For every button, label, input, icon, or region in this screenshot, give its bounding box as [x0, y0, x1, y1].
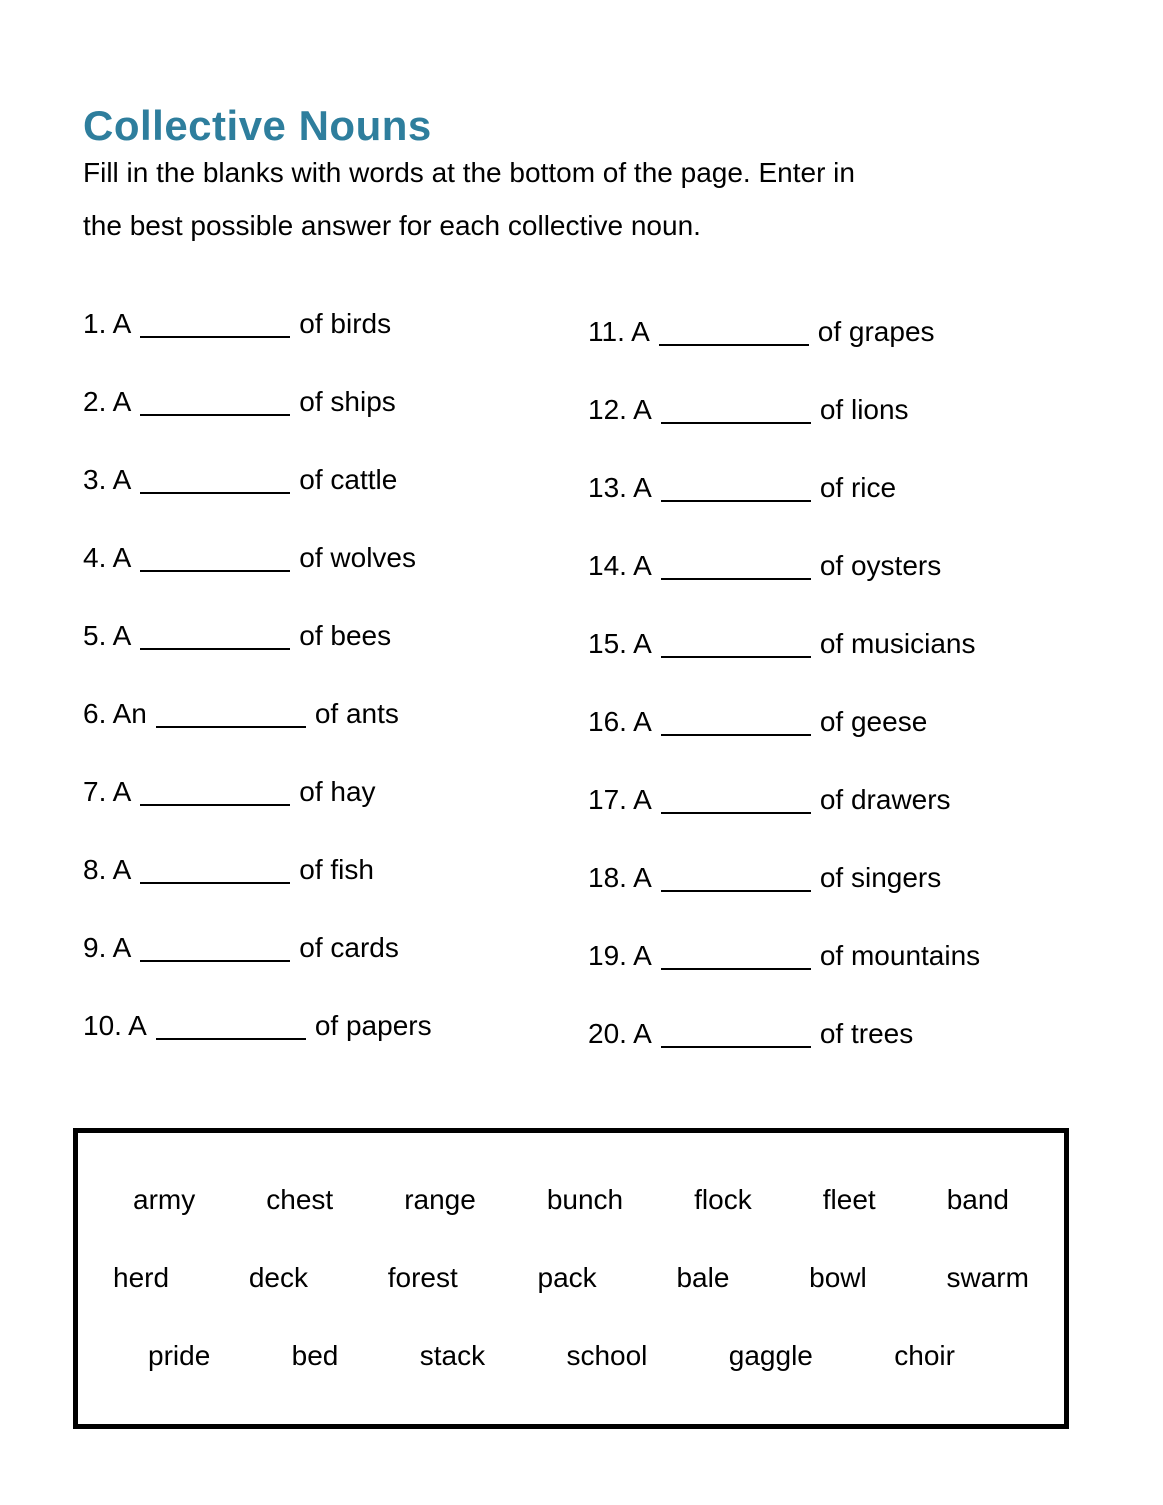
question-prefix: 8. A	[83, 854, 132, 885]
answer-blank	[661, 474, 811, 502]
question-suffix: of cards	[299, 932, 399, 963]
word-bank-word: school	[566, 1340, 648, 1371]
question-item	[83, 461, 583, 495]
page-title: Collective Nouns	[83, 102, 432, 150]
question-prefix: 9. A	[83, 932, 132, 963]
question-prefix: 14. A	[588, 550, 652, 581]
question-suffix: of wolves	[299, 542, 416, 573]
word-bank-word: fleet	[822, 1184, 876, 1215]
question-suffix: of rice	[819, 472, 897, 503]
question-suffix: of geese	[819, 706, 928, 737]
word-bank-word: stack	[419, 1340, 486, 1371]
question-prefix: 6. An	[83, 698, 147, 729]
instructions-line-2: the best possible answer for each collective noun.	[83, 210, 701, 241]
answer-blank	[140, 622, 290, 650]
word-bank-word: flock	[694, 1184, 752, 1215]
question-prefix: 16. A	[588, 706, 652, 737]
question-item	[588, 1015, 1128, 1049]
word-bank-word: deck	[248, 1262, 308, 1293]
question-suffix: of musicians	[819, 628, 976, 659]
questions-column-right	[588, 313, 1128, 1093]
word-bank-box	[73, 1128, 1069, 1429]
question-suffix: of mountains	[819, 940, 981, 971]
question-prefix: 15. A	[588, 628, 652, 659]
word-bank-word: pride	[148, 1340, 211, 1371]
answer-blank	[659, 318, 809, 346]
question-suffix: of ants	[314, 698, 399, 729]
question-prefix: 2. A	[83, 386, 132, 417]
question-item	[588, 313, 1128, 347]
word-bank-word: army	[133, 1184, 196, 1215]
word-bank-word: choir	[894, 1340, 955, 1371]
question-prefix: 10. A	[83, 1010, 147, 1041]
question-item	[588, 937, 1128, 971]
instructions-line-1: Fill in the blanks with words at the bottom of the page. Enter in	[83, 157, 855, 188]
question-prefix: 4. A	[83, 542, 132, 573]
question-item	[83, 695, 583, 729]
question-item	[588, 859, 1128, 893]
answer-blank	[661, 786, 811, 814]
question-item	[83, 773, 583, 807]
word-bank-row	[78, 1317, 1064, 1395]
question-prefix: 18. A	[588, 862, 652, 893]
word-bank-word: swarm	[946, 1262, 1029, 1293]
word-bank-word: band	[946, 1184, 1009, 1215]
word-bank-word: range	[404, 1184, 476, 1215]
word-bank-word: bowl	[809, 1262, 867, 1293]
question-suffix: of cattle	[299, 464, 398, 495]
question-suffix: of birds	[299, 308, 392, 339]
word-bank-word: chest	[266, 1184, 334, 1215]
question-prefix: 17. A	[588, 784, 652, 815]
answer-blank	[140, 856, 290, 884]
answer-blank	[140, 388, 290, 416]
question-item	[588, 625, 1128, 659]
question-item	[83, 1007, 583, 1041]
question-prefix: 12. A	[588, 394, 652, 425]
questions-column-left	[83, 305, 583, 1085]
word-bank-word: bunch	[546, 1184, 624, 1215]
answer-blank	[140, 934, 290, 962]
question-suffix: of singers	[819, 862, 942, 893]
question-item	[83, 305, 583, 339]
answer-blank	[661, 630, 811, 658]
question-item	[588, 703, 1128, 737]
answer-blank	[140, 778, 290, 806]
word-bank-row	[78, 1239, 1064, 1317]
word-bank-word: pack	[537, 1262, 597, 1293]
answer-blank	[140, 310, 290, 338]
instructions	[83, 146, 855, 252]
question-prefix: 1. A	[83, 308, 132, 339]
answer-blank	[661, 552, 811, 580]
word-bank-word: bale	[676, 1262, 730, 1293]
question-suffix: of lions	[819, 394, 909, 425]
question-suffix: of drawers	[819, 784, 951, 815]
question-suffix: of fish	[299, 854, 374, 885]
answer-blank	[140, 544, 290, 572]
answer-blank	[661, 1020, 811, 1048]
question-prefix: 13. A	[588, 472, 652, 503]
question-suffix: of ships	[299, 386, 396, 417]
answer-blank	[661, 708, 811, 736]
answer-blank	[140, 466, 290, 494]
question-item	[588, 391, 1128, 425]
answer-blank	[156, 1012, 306, 1040]
question-item	[83, 929, 583, 963]
word-bank-word: herd	[113, 1262, 170, 1293]
question-item	[83, 617, 583, 651]
question-item	[83, 539, 583, 573]
word-bank-word: bed	[291, 1340, 339, 1371]
question-suffix: of papers	[314, 1010, 432, 1041]
answer-blank	[661, 864, 811, 892]
question-prefix: 20. A	[588, 1018, 652, 1049]
question-prefix: 3. A	[83, 464, 132, 495]
answer-blank	[661, 396, 811, 424]
question-item	[588, 469, 1128, 503]
word-bank-word: forest	[387, 1262, 458, 1293]
question-item	[588, 781, 1128, 815]
question-prefix: 11. A	[588, 316, 650, 347]
question-prefix: 19. A	[588, 940, 652, 971]
question-prefix: 7. A	[83, 776, 132, 807]
word-bank-word: gaggle	[728, 1340, 813, 1371]
question-item	[588, 547, 1128, 581]
question-item	[83, 383, 583, 417]
question-suffix: of trees	[819, 1018, 914, 1049]
word-bank-row	[78, 1161, 1064, 1239]
question-suffix: of grapes	[817, 316, 935, 347]
question-item	[83, 851, 583, 885]
answer-blank	[156, 700, 306, 728]
question-suffix: of bees	[299, 620, 392, 651]
question-suffix: of hay	[299, 776, 376, 807]
question-prefix: 5. A	[83, 620, 132, 651]
answer-blank	[661, 942, 811, 970]
question-suffix: of oysters	[819, 550, 942, 581]
